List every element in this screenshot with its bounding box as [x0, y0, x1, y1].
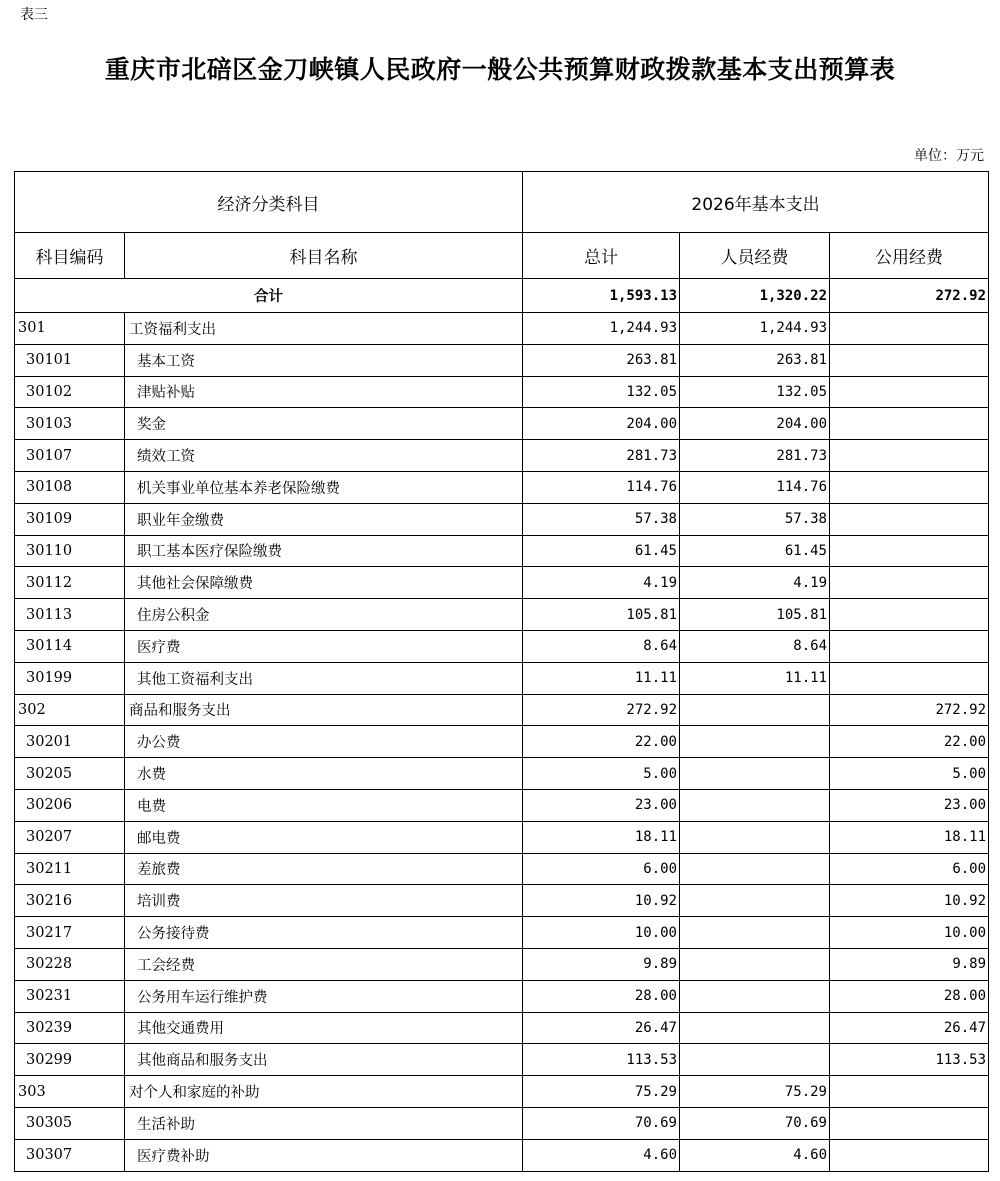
row-code: 30199 — [15, 662, 125, 694]
row-public — [830, 503, 989, 535]
row-public: 9.89 — [830, 948, 989, 980]
row-total: 132.05 — [523, 376, 680, 408]
table-row — [15, 917, 989, 949]
header-code: 科目编码 — [15, 233, 125, 279]
row-name: 津贴补贴 — [125, 376, 523, 408]
row-total: 6.00 — [523, 853, 680, 885]
row-total: 113.53 — [523, 1044, 680, 1076]
unit-label: 单位：万元 — [914, 148, 984, 164]
row-name: 电费 — [125, 789, 523, 821]
row-code: 30107 — [15, 440, 125, 472]
row-total: 1,244.93 — [523, 313, 680, 345]
row-name: 其他社会保障缴费 — [125, 567, 523, 599]
row-personnel: 4.60 — [680, 1139, 830, 1171]
table-row — [15, 313, 989, 345]
row-personnel: 11.11 — [680, 662, 830, 694]
table-row — [15, 980, 989, 1012]
row-public: 5.00 — [830, 758, 989, 790]
row-personnel: 105.81 — [680, 599, 830, 631]
row-name: 绩效工资 — [125, 440, 523, 472]
row-total: 18.11 — [523, 821, 680, 853]
row-public — [830, 471, 989, 503]
row-total: 5.00 — [523, 758, 680, 790]
row-public: 22.00 — [830, 726, 989, 758]
table-row — [15, 1012, 989, 1044]
row-total: 11.11 — [523, 662, 680, 694]
row-total: 75.29 — [523, 1076, 680, 1108]
total-personnel: 1,320.22 — [680, 279, 830, 313]
header-row-group — [15, 172, 989, 233]
row-public — [830, 630, 989, 662]
row-public: 23.00 — [830, 789, 989, 821]
table-row — [15, 1107, 989, 1139]
table-number-label: 表三 — [20, 7, 48, 23]
row-name: 基本工资 — [125, 344, 523, 376]
row-total: 204.00 — [523, 408, 680, 440]
row-personnel — [680, 1012, 830, 1044]
table-row — [15, 789, 989, 821]
row-code: 30113 — [15, 599, 125, 631]
row-public — [830, 599, 989, 631]
row-total: 114.76 — [523, 471, 680, 503]
row-code: 30239 — [15, 1012, 125, 1044]
document-title: 重庆市北碚区金刀峡镇人民政府一般公共预算财政拨款基本支出预算表 — [104, 55, 896, 84]
header-total: 总计 — [523, 233, 680, 279]
row-name: 其他商品和服务支出 — [125, 1044, 523, 1076]
table-row — [15, 726, 989, 758]
row-name: 公务接待费 — [125, 917, 523, 949]
row-code: 30101 — [15, 344, 125, 376]
table-row — [15, 1139, 989, 1171]
row-code: 30205 — [15, 758, 125, 790]
row-name: 水费 — [125, 758, 523, 790]
row-personnel: 114.76 — [680, 471, 830, 503]
row-total: 10.92 — [523, 885, 680, 917]
row-name: 职工基本医疗保险缴费 — [125, 535, 523, 567]
table-row — [15, 376, 989, 408]
row-code: 303 — [15, 1076, 125, 1108]
row-total: 28.00 — [523, 980, 680, 1012]
row-total: 281.73 — [523, 440, 680, 472]
row-name: 商品和服务支出 — [125, 694, 523, 726]
row-code: 302 — [15, 694, 125, 726]
row-name: 工资福利支出 — [125, 313, 523, 345]
row-code: 30114 — [15, 630, 125, 662]
header-public: 公用经费 — [830, 233, 989, 279]
row-personnel — [680, 948, 830, 980]
row-public: 113.53 — [830, 1044, 989, 1076]
row-total: 4.19 — [523, 567, 680, 599]
row-code: 30112 — [15, 567, 125, 599]
row-code: 30109 — [15, 503, 125, 535]
table-row — [15, 567, 989, 599]
row-personnel: 281.73 — [680, 440, 830, 472]
row-personnel — [680, 789, 830, 821]
table-row — [15, 471, 989, 503]
row-personnel — [680, 885, 830, 917]
row-code: 30102 — [15, 376, 125, 408]
total-row — [15, 279, 989, 313]
row-total: 9.89 — [523, 948, 680, 980]
row-code: 301 — [15, 313, 125, 345]
row-personnel: 204.00 — [680, 408, 830, 440]
row-total: 57.38 — [523, 503, 680, 535]
row-personnel: 1,244.93 — [680, 313, 830, 345]
row-public — [830, 1107, 989, 1139]
row-code: 30216 — [15, 885, 125, 917]
table-row — [15, 1044, 989, 1076]
row-total: 272.92 — [523, 694, 680, 726]
row-name: 住房公积金 — [125, 599, 523, 631]
row-code: 30110 — [15, 535, 125, 567]
row-total: 61.45 — [523, 535, 680, 567]
header-name: 科目名称 — [125, 233, 523, 279]
row-total: 263.81 — [523, 344, 680, 376]
row-code: 30217 — [15, 917, 125, 949]
row-code: 30299 — [15, 1044, 125, 1076]
row-public — [830, 1076, 989, 1108]
row-personnel — [680, 853, 830, 885]
row-name: 差旅费 — [125, 853, 523, 885]
row-public — [830, 535, 989, 567]
row-public — [830, 1139, 989, 1171]
row-personnel — [680, 980, 830, 1012]
row-name: 医疗费 — [125, 630, 523, 662]
table-row — [15, 694, 989, 726]
row-total: 23.00 — [523, 789, 680, 821]
row-code: 30307 — [15, 1139, 125, 1171]
row-name: 职业年金缴费 — [125, 503, 523, 535]
row-code: 30305 — [15, 1107, 125, 1139]
header-economic-category: 经济分类科目 — [15, 172, 523, 233]
row-total: 10.00 — [523, 917, 680, 949]
row-code: 30108 — [15, 471, 125, 503]
header-personnel: 人员经费 — [680, 233, 830, 279]
table-row — [15, 662, 989, 694]
table-row — [15, 408, 989, 440]
row-personnel — [680, 694, 830, 726]
budget-table — [14, 171, 989, 1172]
row-personnel: 75.29 — [680, 1076, 830, 1108]
row-name: 培训费 — [125, 885, 523, 917]
header-basic-expenditure: 2026年基本支出 — [523, 172, 989, 233]
row-personnel: 70.69 — [680, 1107, 830, 1139]
row-public — [830, 313, 989, 345]
row-public: 6.00 — [830, 853, 989, 885]
row-public — [830, 344, 989, 376]
row-code: 30201 — [15, 726, 125, 758]
row-total: 22.00 — [523, 726, 680, 758]
total-public: 272.92 — [830, 279, 989, 313]
table-row — [15, 758, 989, 790]
table-row — [15, 503, 989, 535]
row-code: 30103 — [15, 408, 125, 440]
row-personnel — [680, 726, 830, 758]
row-name: 邮电费 — [125, 821, 523, 853]
row-code: 30211 — [15, 853, 125, 885]
row-personnel: 8.64 — [680, 630, 830, 662]
total-label: 合计 — [15, 279, 523, 313]
row-public: 10.92 — [830, 885, 989, 917]
table-row — [15, 599, 989, 631]
row-public: 18.11 — [830, 821, 989, 853]
row-personnel — [680, 821, 830, 853]
row-personnel — [680, 758, 830, 790]
table-row — [15, 1076, 989, 1108]
row-personnel: 61.45 — [680, 535, 830, 567]
row-name: 公务用车运行维护费 — [125, 980, 523, 1012]
row-public: 272.92 — [830, 694, 989, 726]
row-public: 10.00 — [830, 917, 989, 949]
header-row-columns — [15, 233, 989, 279]
row-public — [830, 408, 989, 440]
row-name: 机关事业单位基本养老保险缴费 — [125, 471, 523, 503]
row-personnel — [680, 917, 830, 949]
table-row — [15, 853, 989, 885]
row-name: 工会经费 — [125, 948, 523, 980]
row-public — [830, 440, 989, 472]
row-name: 生活补助 — [125, 1107, 523, 1139]
row-public — [830, 567, 989, 599]
row-personnel: 57.38 — [680, 503, 830, 535]
row-code: 30231 — [15, 980, 125, 1012]
table-row — [15, 821, 989, 853]
row-name: 其他工资福利支出 — [125, 662, 523, 694]
row-name: 办公费 — [125, 726, 523, 758]
row-total: 26.47 — [523, 1012, 680, 1044]
row-personnel: 4.19 — [680, 567, 830, 599]
row-total: 8.64 — [523, 630, 680, 662]
row-public — [830, 662, 989, 694]
row-total: 4.60 — [523, 1139, 680, 1171]
table-row — [15, 948, 989, 980]
row-public: 28.00 — [830, 980, 989, 1012]
row-code: 30207 — [15, 821, 125, 853]
row-personnel — [680, 1044, 830, 1076]
row-code: 30206 — [15, 789, 125, 821]
row-total: 105.81 — [523, 599, 680, 631]
table-row — [15, 630, 989, 662]
row-name: 奖金 — [125, 408, 523, 440]
row-name: 其他交通费用 — [125, 1012, 523, 1044]
row-name: 对个人和家庭的补助 — [125, 1076, 523, 1108]
row-personnel: 132.05 — [680, 376, 830, 408]
row-public: 26.47 — [830, 1012, 989, 1044]
row-public — [830, 376, 989, 408]
row-name: 医疗费补助 — [125, 1139, 523, 1171]
total-total: 1,593.13 — [523, 279, 680, 313]
table-row — [15, 535, 989, 567]
row-personnel: 263.81 — [680, 344, 830, 376]
table-row — [15, 344, 989, 376]
row-code: 30228 — [15, 948, 125, 980]
table-row — [15, 885, 989, 917]
row-total: 70.69 — [523, 1107, 680, 1139]
table-row — [15, 440, 989, 472]
